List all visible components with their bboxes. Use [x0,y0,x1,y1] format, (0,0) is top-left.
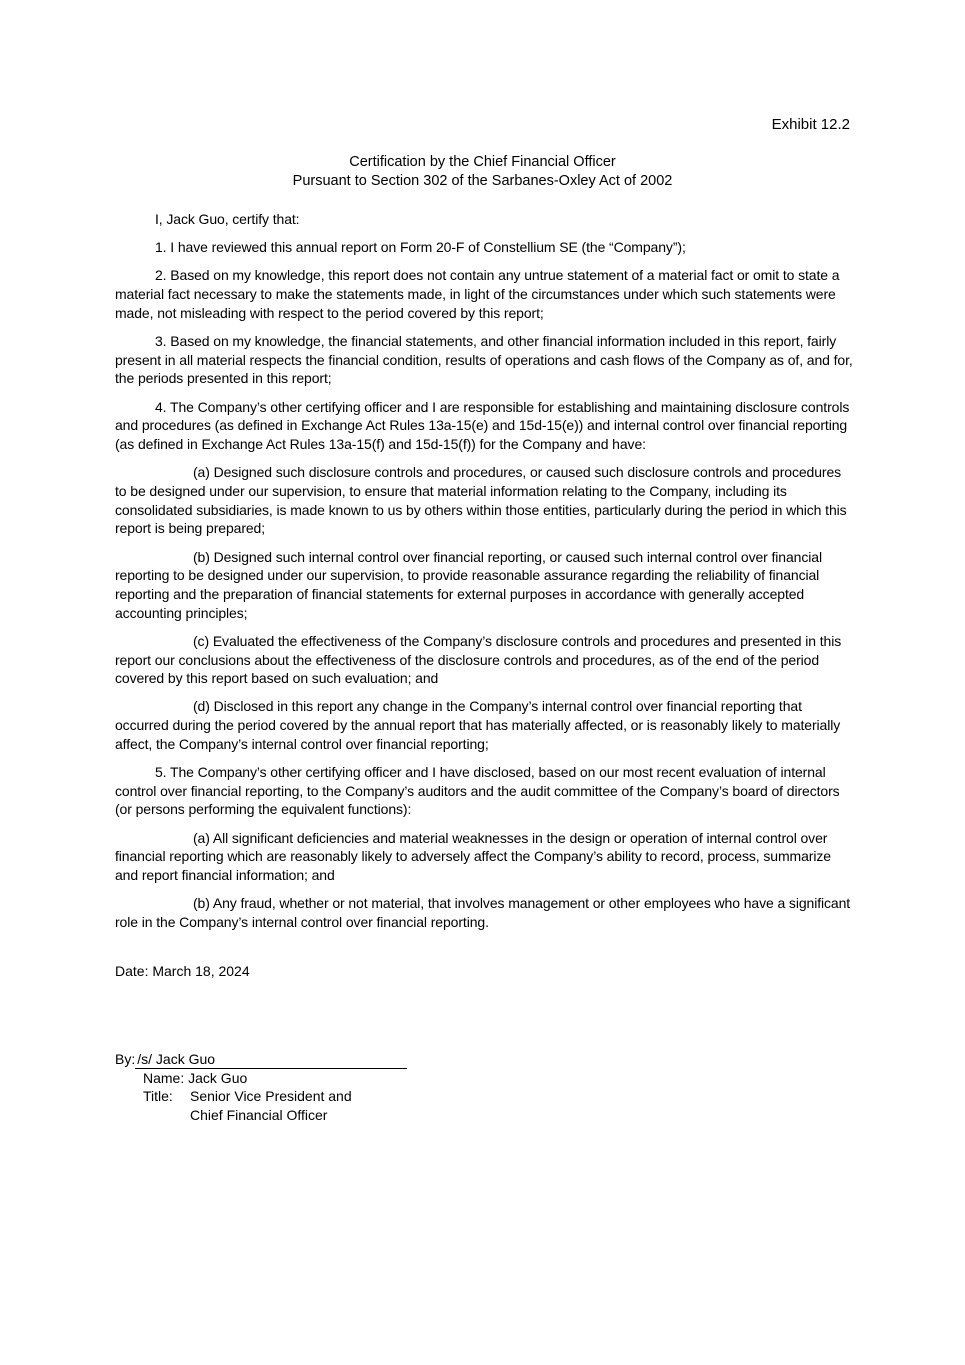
paragraph-5a: (a) All significant deficiencies and material weaknesses in the design or operation of internal control over financial reporting which are reasonably likely to adversely affect the Company’s ability to record, process, summarize and report financial information; and [115,829,831,884]
paragraph-4a: (a) Designed such disclosure controls and procedures, or caused such disclosure controls and procedures to be designed under our supervision, to ensure that material information relating to the Company, including its consolidated subsidiaries, is made known to us by others within those entities, particularly during the period in which this report is being prepared; [115,464,847,537]
signer-name: Name: Jack Guo [143,1069,248,1086]
paragraph-2: 2. Based on my knowledge, this report does not contain any untrue statement of a material fact or omit to state a material fact necessary to make the statements made, in light of the circumstances under which such statements were made, not misleading with respect to the period covered by this report; [115,267,840,321]
document-title-block [0,153,965,191]
paragraph-4c: (c) Evaluated the effectiveness of the Company’s disclosure controls and procedures and presented in this report our conclusions about the effectiveness of the disclosure controls and procedures, as of the end of the period covered by this report based on such evaluation; and [115,632,842,687]
paragraph-4d: (d) Disclosed in this report any change in the Company’s internal control over financial reporting that occurred during the period covered by the annual report that has materially affected, or is reasonably likely to materially affect, the Company’s internal control over financial reporting; [115,698,841,752]
signer-title [190,1087,352,1124]
exhibit-label: Exhibit 12.2 [771,116,850,133]
paragraph-4b: (b) Designed such internal control over financial reporting, or caused such internal control over financial reporting to be designed under our supervision, to provide reasonable assurance regarding the reliability of financial reporting and the preparation of financial statements for external purposes in accordance with generally accepted accounting principles; [115,548,822,621]
paragraph-1: 1. I have reviewed this annual report on Form 20-F of Constellium SE (the “Company”); [155,239,686,256]
signer-title-line-2: Chief Financial Officer [190,1107,328,1124]
signer-title-row [115,1087,407,1124]
title-label: Title: [143,1088,173,1105]
signature-line [115,1050,407,1069]
by-label: By: [115,1051,136,1067]
paragraph-3: 3. Based on my knowledge, the financial statements, and other financial information included in this report, fairly present in all material respects the financial condition, results of operations and cash flows of the Company as of, and for, the periods presented in this report; [115,333,853,387]
document-subtitle: Pursuant to Section 302 of the Sarbanes-Oxley Act of 2002 [292,173,673,189]
document-title: Certification by the Chief Financial Officer [349,154,616,170]
signature-block [115,1050,407,1125]
signer-title-line-1: Senior Vice President and [190,1088,352,1105]
paragraph-5: 5. The Company’s other certifying officer and I have disclosed, based on our most recent evaluation of internal control over financial reporting, to the Company’s auditors and the audit committee of the Company’s board of directors (or persons performing the equivalent functions): [115,764,840,818]
certification-body [115,210,853,941]
paragraph-5b: (b) Any fraud, whether or not material, that involves management or other employees who have a significant role in the Company’s internal control over financial reporting. [115,895,851,930]
intro-paragraph: I, Jack Guo, certify that: [155,211,300,227]
paragraph-4: 4. The Company’s other certifying officer and I are responsible for establishing and maintaining disclosure controls and procedures (as defined in Exchange Act Rules 13a-15(e) and 15d-15(e)) and internal control over financial reporting (as defined in Exchange Act Rules 13a-15(f) and 15d-15(f)) for the Company and have: [115,398,850,453]
signature-value: /s/ Jack Guo [135,1051,407,1069]
signature-date: Date: March 18, 2024 [115,963,250,979]
